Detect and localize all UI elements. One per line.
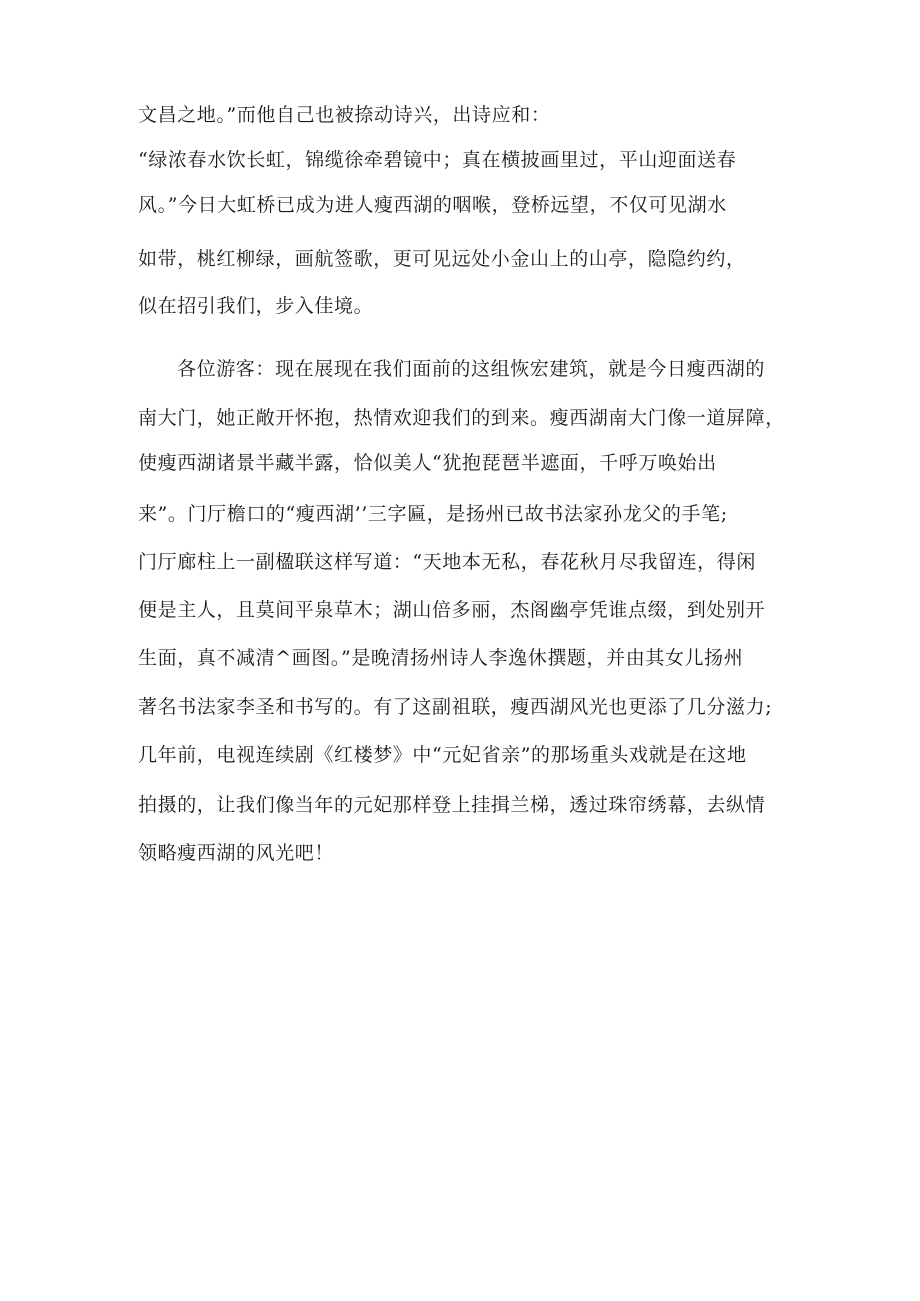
text-line: 风。”今日大虹桥已成为进人瘦西湖的咽喉，登桥远望，不仅可见湖水 (138, 194, 727, 216)
text-line: 似在招引我们，步入佳境。 (138, 295, 374, 317)
text-line: 领略瘦西湖的风光吧！ (138, 842, 335, 864)
text-line: 如带，桃红柳绿，画航签歌，更可见远处小金山上的山亭，隐隐约约， (138, 248, 746, 270)
text-line: 著名书法家李圣和书写的。有了这副祖联，瘦西湖风光也更添了几分滋力; (138, 696, 773, 718)
text-line: 文昌之地。”而他自己也被捺动诗兴，出诗应和： (138, 104, 551, 126)
text-line: 使瘦西湖诸景半藏半露，恰似美人“犹抱琵琶半遮面，千呼万唤始出 (138, 452, 717, 474)
text-line: 来”。门厅檐口的“瘦西湖’’三字匾，是扬州已故书法家孙龙父的手笔; (138, 503, 728, 525)
text-line: 南大门，她正敞开怀抱，热情欢迎我们的到来。瘦西湖南大门像一道屏障， (138, 407, 785, 429)
text-line: 门厅廊柱上一副楹联这样写道：“天地本无私，春花秋月尽我留连，得闲 (138, 551, 756, 573)
text-line: “绿浓春水饮长虹，锦缆徐牵碧镜中；真在横披画里过，平山迎面送春 (138, 149, 737, 171)
text-line: 生面，真不减清^画图。”是晚清扬州诗人李逸休撰题，并由其女儿扬州 (138, 647, 744, 669)
text-line: 便是主人，且莫间平泉草木；湖山倍多丽，杰阁幽亭凭谁点缀，到处别开 (138, 599, 766, 621)
text-line: 各位游客：现在展现在我们面前的这组恢宏建筑，就是今日瘦西湖的 (177, 358, 766, 380)
text-line: 拍摄的，让我们像当年的元妃那样登上挂揖兰梯，透过珠帘绣幕，去纵情 (138, 794, 766, 816)
text-line: 几年前，电视连续剧《红楼梦》中“元妃省亲”的那场重头戏就是在这地 (138, 744, 747, 766)
